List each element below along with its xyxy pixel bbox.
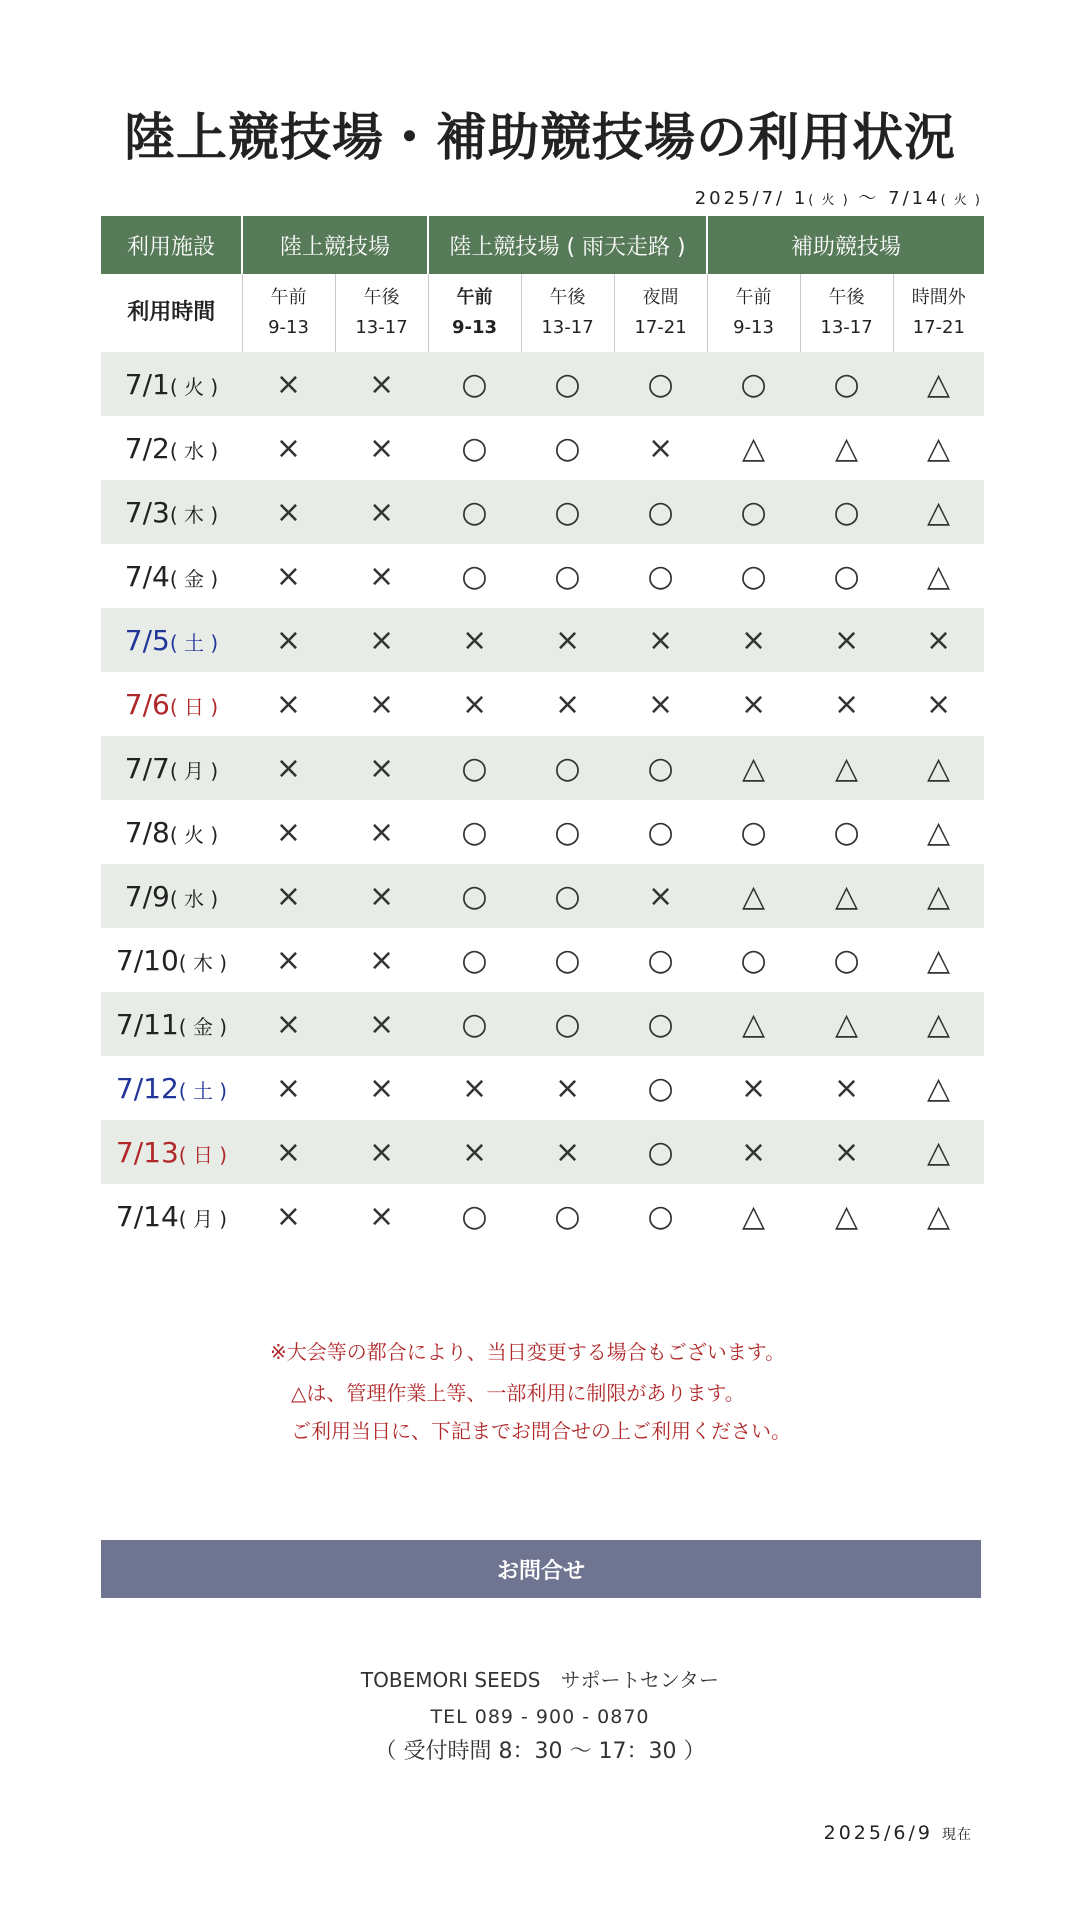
slot-name: 午後: [828, 287, 865, 308]
time-header-row: [101, 274, 984, 352]
availability-cell: ×: [461, 686, 488, 722]
availability-cell: ○: [647, 1198, 674, 1234]
table-row: [101, 1184, 984, 1248]
availability-cell: ×: [275, 430, 302, 466]
availability-cell: ○: [521, 736, 614, 800]
as-of-suffix: 現在: [942, 1827, 972, 1843]
date-cell: [101, 928, 242, 992]
date-cell: [101, 800, 242, 864]
date-cell: [101, 608, 242, 672]
slot-hours: 9-13: [268, 317, 309, 338]
date-value: 7/9: [124, 879, 170, 913]
date-value: 7/5: [124, 623, 170, 657]
availability-cell: △: [742, 1198, 766, 1234]
availability-cell: ×: [368, 1070, 395, 1106]
table-row: [101, 864, 984, 928]
slot-hours: 13-17: [355, 317, 408, 338]
availability-cell: ○: [521, 992, 614, 1056]
availability-cell: ○: [833, 558, 860, 594]
availability-cell: ×: [335, 992, 428, 1056]
availability-cell: ○: [428, 992, 521, 1056]
availability-cell: ○: [461, 1198, 488, 1234]
as-of-value: 2025/6/9: [823, 1822, 933, 1844]
availability-cell: ×: [614, 864, 707, 928]
slot-name: 午後: [549, 287, 586, 308]
day-of-week: ( 火 ): [169, 822, 219, 847]
date-value: 7/2: [124, 431, 170, 465]
availability-cell: ×: [740, 1070, 767, 1106]
availability-cell: ×: [614, 608, 707, 672]
slot-hours: 17-21: [912, 317, 965, 338]
availability-cell: ×: [335, 608, 428, 672]
date-value: 7/11: [115, 1007, 179, 1041]
date-value: 7/13: [115, 1135, 179, 1169]
availability-cell: ○: [740, 814, 767, 850]
availability-cell: ×: [521, 608, 614, 672]
availability-cell: ×: [275, 942, 302, 978]
availability-cell: ×: [242, 608, 335, 672]
facility-rain-track: 陸上競技場 ( 雨天走路 ): [428, 216, 707, 274]
availability-cell: ×: [740, 686, 767, 722]
table-row: [101, 608, 984, 672]
availability-cell: △: [893, 992, 984, 1056]
table-body: [101, 352, 984, 1248]
availability-cell: ○: [800, 480, 893, 544]
availability-cell: ○: [428, 736, 521, 800]
availability-cell: ○: [800, 352, 893, 416]
table-row: [101, 1120, 984, 1184]
as-of-date: [824, 1822, 972, 1844]
usage-table: [101, 216, 984, 1248]
availability-cell: ○: [833, 814, 860, 850]
table-row: [101, 992, 984, 1056]
availability-cell: ×: [242, 1120, 335, 1184]
availability-cell: ○: [740, 942, 767, 978]
table-row: [101, 1056, 984, 1120]
date-value: 7/1: [124, 367, 170, 401]
availability-cell: △: [927, 430, 951, 466]
date-cell: [101, 736, 242, 800]
day-of-week: ( 土 ): [169, 630, 219, 655]
availability-cell: ×: [707, 608, 800, 672]
slot-header: [242, 274, 335, 352]
availability-cell: ×: [833, 1070, 860, 1106]
availability-cell: ○: [647, 1070, 674, 1106]
slot-name: 午前: [456, 287, 493, 308]
day-of-week: ( 水 ): [169, 886, 219, 911]
day-of-week: ( 日 ): [178, 1142, 228, 1167]
slot-name: 午前: [735, 287, 772, 308]
availability-cell: ○: [614, 1120, 707, 1184]
facility-auxiliary-stadium: 補助競技場: [707, 216, 984, 274]
availability-cell: △: [927, 1198, 951, 1234]
contact-tel: TEL 089 - 900 - 0870: [430, 1706, 650, 1728]
availability-cell: ×: [242, 480, 335, 544]
facility-label: 利用施設: [101, 216, 242, 274]
availability-cell: ○: [521, 480, 614, 544]
availability-cell: ○: [461, 942, 488, 978]
day-of-week: ( 木 ): [169, 502, 219, 527]
availability-cell: ×: [335, 1120, 428, 1184]
availability-cell: ○: [614, 992, 707, 1056]
slot-name: 午後: [363, 287, 400, 308]
slot-header: [614, 274, 707, 352]
availability-cell: ×: [521, 1120, 614, 1184]
note-line: △は、管理作業上等、一部利用に制限があります。: [291, 1381, 745, 1405]
availability-cell: ○: [554, 558, 581, 594]
date-cell: [101, 544, 242, 608]
availability-cell: ○: [461, 814, 488, 850]
day-of-week: ( 金 ): [178, 1014, 228, 1039]
slot-hours: 17-21: [634, 317, 687, 338]
availability-cell: △: [707, 736, 800, 800]
date-value: 7/8: [124, 815, 170, 849]
availability-cell: ×: [428, 1120, 521, 1184]
availability-cell: ○: [554, 814, 581, 850]
availability-cell: ×: [554, 1070, 581, 1106]
availability-cell: ○: [554, 1198, 581, 1234]
date-value: 7/10: [115, 943, 179, 977]
availability-cell: ○: [461, 430, 488, 466]
availability-cell: ×: [368, 942, 395, 978]
availability-cell: ×: [242, 864, 335, 928]
day-of-week: ( 水 ): [169, 438, 219, 463]
date-value: 7/4: [124, 559, 170, 593]
table-row: [101, 672, 984, 736]
availability-cell: △: [742, 430, 766, 466]
availability-cell: ○: [647, 942, 674, 978]
contact-org: TOBEMORI SEEDS サポートセンター: [360, 1668, 720, 1692]
slot-hours: 13-17: [541, 317, 594, 338]
availability-cell: ×: [893, 608, 984, 672]
availability-cell: ×: [275, 1070, 302, 1106]
date-value: 7/7: [124, 751, 170, 785]
availability-cell: ×: [368, 1198, 395, 1234]
availability-cell: △: [893, 480, 984, 544]
availability-cell: △: [893, 352, 984, 416]
table-row: [101, 928, 984, 992]
availability-cell: ○: [614, 736, 707, 800]
availability-cell: ×: [800, 1120, 893, 1184]
availability-cell: ○: [428, 352, 521, 416]
day-of-week: ( 火 ): [169, 374, 219, 399]
date-value: 7/14: [115, 1199, 179, 1233]
availability-cell: ×: [275, 558, 302, 594]
slot-header: [893, 274, 984, 352]
availability-cell: △: [927, 814, 951, 850]
availability-cell: ○: [428, 480, 521, 544]
slot-header: [335, 274, 428, 352]
availability-cell: △: [927, 1070, 951, 1106]
table-row: [101, 800, 984, 864]
availability-cell: △: [707, 992, 800, 1056]
day-of-week: ( 木 ): [178, 950, 228, 975]
slot-hours: 9-13: [733, 317, 774, 338]
date-value: 7/12: [115, 1071, 179, 1105]
availability-cell: ×: [461, 1070, 488, 1106]
page-title: 陸上競技場・補助競技場の利用状況: [123, 109, 956, 168]
availability-cell: △: [800, 736, 893, 800]
period-start-dow: ( 火 ): [808, 193, 850, 208]
note-line: ご利用当日に、下記までお問合せの上ご利用ください。: [291, 1419, 791, 1443]
availability-cell: △: [800, 864, 893, 928]
date-value: 7/6: [124, 687, 170, 721]
slot-header: [707, 274, 800, 352]
availability-cell: ○: [521, 864, 614, 928]
availability-cell: ○: [554, 430, 581, 466]
day-of-week: ( 月 ): [169, 758, 219, 783]
availability-cell: ×: [368, 814, 395, 850]
availability-cell: △: [893, 1120, 984, 1184]
date-cell: [101, 672, 242, 736]
availability-cell: ×: [335, 480, 428, 544]
time-label: 利用時間: [101, 274, 242, 352]
day-of-week: ( 日 ): [169, 694, 219, 719]
availability-cell: ×: [242, 736, 335, 800]
availability-cell: ○: [554, 942, 581, 978]
availability-cell: ○: [833, 942, 860, 978]
contact-hours: （ 受付時間 8：30 〜 17：30 ）: [374, 1739, 706, 1764]
availability-cell: ○: [740, 558, 767, 594]
table-row: [101, 352, 984, 416]
table-row: [101, 736, 984, 800]
availability-cell: ×: [833, 686, 860, 722]
availability-cell: ×: [335, 736, 428, 800]
availability-cell: ×: [368, 686, 395, 722]
availability-cell: ○: [614, 480, 707, 544]
availability-cell: ×: [368, 430, 395, 466]
availability-cell: ×: [554, 686, 581, 722]
availability-cell: ×: [707, 1120, 800, 1184]
availability-cell: ○: [428, 864, 521, 928]
day-of-week: ( 土 ): [178, 1078, 228, 1103]
date-cell: [101, 864, 242, 928]
availability-cell: ×: [428, 608, 521, 672]
period-end-dow: ( 火 ): [940, 193, 982, 208]
date-cell: [101, 352, 242, 416]
availability-cell: ○: [647, 558, 674, 594]
availability-cell: △: [800, 992, 893, 1056]
slot-name: 時間外: [911, 287, 966, 308]
availability-cell: ×: [647, 430, 674, 466]
note-line: ※大会等の都合により、当日変更する場合もございます。: [270, 1340, 786, 1364]
date-cell: [101, 1056, 242, 1120]
table-row: [101, 416, 984, 480]
availability-cell: ×: [242, 992, 335, 1056]
period-range: [695, 184, 982, 210]
availability-cell: ×: [275, 1198, 302, 1234]
slot-name: 夜間: [642, 287, 679, 308]
facility-header-row: [101, 216, 984, 274]
period-start: 2025/7/ 1: [694, 188, 809, 209]
availability-cell: ×: [275, 686, 302, 722]
availability-cell: ×: [275, 814, 302, 850]
availability-cell: ×: [335, 352, 428, 416]
availability-cell: ○: [521, 352, 614, 416]
availability-cell: ○: [461, 558, 488, 594]
availability-cell: △: [835, 430, 859, 466]
availability-cell: ×: [647, 686, 674, 722]
facility-main-stadium: 陸上競技場: [242, 216, 428, 274]
slot-header: [521, 274, 614, 352]
availability-cell: △: [835, 1198, 859, 1234]
availability-cell: △: [893, 736, 984, 800]
availability-cell: △: [927, 558, 951, 594]
availability-cell: ×: [368, 558, 395, 594]
slot-header: [800, 274, 893, 352]
date-cell: [101, 992, 242, 1056]
date-cell: [101, 1184, 242, 1248]
availability-cell: ×: [242, 352, 335, 416]
period-end: 〜 7/14: [849, 188, 941, 209]
availability-cell: ○: [614, 352, 707, 416]
slot-header: [428, 274, 521, 352]
day-of-week: ( 金 ): [169, 566, 219, 591]
availability-cell: ×: [925, 686, 952, 722]
day-of-week: ( 月 ): [178, 1206, 228, 1231]
availability-cell: △: [893, 864, 984, 928]
slot-hours: 13-17: [820, 317, 873, 338]
availability-cell: △: [927, 942, 951, 978]
availability-cell: ×: [800, 608, 893, 672]
date-cell: [101, 1120, 242, 1184]
slot-hours: 9-13: [451, 317, 498, 338]
date-cell: [101, 416, 242, 480]
slot-name: 午前: [270, 287, 307, 308]
availability-cell: △: [707, 864, 800, 928]
date-cell: [101, 480, 242, 544]
table-row: [101, 480, 984, 544]
availability-cell: ○: [707, 480, 800, 544]
availability-cell: ○: [707, 352, 800, 416]
availability-cell: ×: [335, 864, 428, 928]
availability-cell: ○: [647, 814, 674, 850]
contact-header: お問合せ: [101, 1540, 981, 1598]
table-row: [101, 544, 984, 608]
date-value: 7/3: [124, 495, 170, 529]
